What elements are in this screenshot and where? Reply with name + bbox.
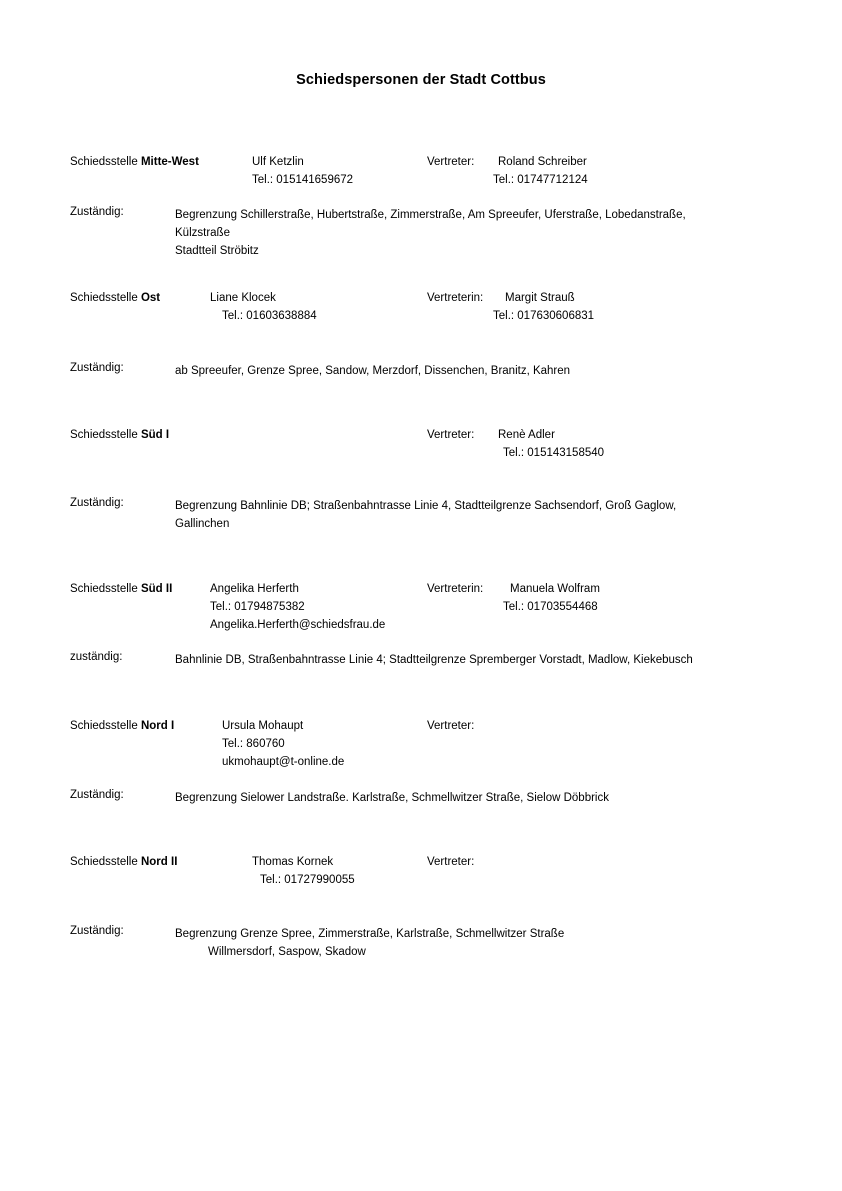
office-header-row bbox=[70, 720, 810, 738]
office-header-row bbox=[70, 292, 810, 310]
office-name: Mitte-West bbox=[140, 156, 199, 168]
rep-label: Vertreter: bbox=[427, 720, 475, 732]
person-name: Angelika Herferth bbox=[210, 583, 299, 595]
section-mitte-west bbox=[70, 156, 810, 192]
zustaendig-label: Zuständig: bbox=[70, 497, 124, 509]
phone-row bbox=[70, 738, 810, 756]
office-header-row bbox=[70, 156, 810, 174]
zustaendig-line-3: Stadtteil Ströbitz bbox=[175, 245, 259, 257]
zustaendig-text bbox=[175, 206, 815, 260]
zustaendig-line-1: Begrenzung Bahnlinie DB; Straßenbahntrasse Linie 4, Stadtteilgrenze Sachsendorf, Groß Gaglow, bbox=[175, 500, 677, 512]
zustaendig-line-1: Begrenzung Sielower Landstraße. Karlstraße, Schmellwitzer Straße, Sielow Döbbrick bbox=[175, 792, 609, 804]
person-phone: Tel.: 01603638884 bbox=[222, 310, 317, 322]
section-nord-2 bbox=[70, 856, 810, 892]
page-title: Schiedspersonen der Stadt Cottbus bbox=[296, 72, 546, 88]
section-sued-2 bbox=[70, 583, 810, 637]
phone-row bbox=[70, 310, 810, 328]
person-email[interactable]: Angelika.Herferth@schiedsfrau.de bbox=[210, 619, 386, 631]
section-sued-1 bbox=[70, 429, 810, 465]
person-name: Ursula Mohaupt bbox=[222, 720, 304, 732]
office-label: Schiedsstelle Ost bbox=[70, 292, 161, 304]
section-nord-1 bbox=[70, 720, 810, 774]
person-phone: Tel.: 01794875382 bbox=[210, 601, 305, 613]
zustaendig-text bbox=[175, 925, 815, 961]
email-row bbox=[70, 756, 810, 774]
rep-name: Renè Adler bbox=[498, 429, 555, 441]
zustaendig-label: zuständig: bbox=[70, 651, 123, 663]
rep-name: Margit Strauß bbox=[505, 292, 575, 304]
rep-label: Vertreterin: bbox=[427, 292, 484, 304]
zustaendig-text bbox=[175, 497, 815, 533]
phone-row bbox=[70, 874, 810, 892]
rep-label: Vertreterin: bbox=[427, 583, 484, 595]
zustaendig-label: Zuständig: bbox=[70, 925, 124, 937]
person-phone: Tel.: 01727990055 bbox=[260, 874, 355, 886]
zustaendig-line-2: Gallinchen bbox=[175, 518, 230, 530]
office-header-row bbox=[70, 429, 810, 447]
person-phone: Tel.: 015141659672 bbox=[252, 174, 354, 186]
office-header-row bbox=[70, 856, 810, 874]
office-label: Schiedsstelle Mitte-West bbox=[70, 156, 199, 168]
person-email[interactable]: ukmohaupt@t-online.de bbox=[222, 756, 345, 768]
rep-phone: Tel.: 01747712124 bbox=[493, 174, 588, 186]
office-label: Schiedsstelle Süd I bbox=[70, 429, 170, 441]
phone-row bbox=[70, 447, 810, 465]
rep-name: Roland Schreiber bbox=[498, 156, 587, 168]
office-header-row bbox=[70, 583, 810, 601]
office-name: Nord II bbox=[140, 856, 178, 868]
office-label: Schiedsstelle Nord I bbox=[70, 720, 175, 732]
zustaendig-line-2: Külzstraße bbox=[175, 227, 230, 239]
email-row bbox=[70, 619, 810, 637]
person-name: Liane Klocek bbox=[210, 292, 276, 304]
rep-label: Vertreter: bbox=[427, 856, 475, 868]
rep-name: Manuela Wolfram bbox=[510, 583, 600, 595]
zustaendig-line-1: ab Spreeufer, Grenze Spree, Sandow, Merzdorf, Dissenchen, Branitz, Kahren bbox=[175, 365, 571, 377]
person-name: Thomas Kornek bbox=[252, 856, 334, 868]
zustaendig-line-1: Begrenzung Grenze Spree, Zimmerstraße, Karlstraße, Schmellwitzer Straße bbox=[175, 928, 565, 940]
office-name: Nord I bbox=[140, 720, 175, 732]
rep-phone: Tel.: 015143158540 bbox=[503, 447, 605, 459]
zustaendig-label: Zuständig: bbox=[70, 789, 124, 801]
zustaendig-text bbox=[175, 789, 815, 807]
zustaendig-line-1: Begrenzung Schillerstraße, Hubertstraße, Zimmerstraße, Am Spreeufer, Uferstraße, Lobedanstraße, bbox=[175, 209, 686, 221]
office-name: Ost bbox=[140, 292, 161, 304]
zustaendig-text bbox=[175, 651, 815, 669]
office-name: Süd II bbox=[140, 583, 173, 595]
zustaendig-text bbox=[175, 362, 815, 380]
section-ost bbox=[70, 292, 810, 328]
zustaendig-label: Zuständig: bbox=[70, 362, 124, 374]
rep-phone: Tel.: 01703554468 bbox=[503, 601, 598, 613]
office-label: Schiedsstelle Nord II bbox=[70, 856, 178, 868]
zustaendig-line-1: Bahnlinie DB, Straßenbahntrasse Linie 4; Stadtteilgrenze Spremberger Vorstadt, Madlow, Kiekebusch bbox=[175, 654, 693, 666]
zustaendig-label: Zuständig: bbox=[70, 206, 124, 218]
person-phone: Tel.: 860760 bbox=[222, 738, 285, 750]
rep-phone: Tel.: 017630606831 bbox=[493, 310, 595, 322]
phone-row bbox=[70, 174, 810, 192]
person-name: Ulf Ketzlin bbox=[252, 156, 304, 168]
office-name: Süd I bbox=[140, 429, 170, 441]
office-label: Schiedsstelle Süd II bbox=[70, 583, 173, 595]
zustaendig-line-2: Willmersdorf, Saspow, Skadow bbox=[208, 946, 366, 958]
rep-label: Vertreter: bbox=[427, 429, 475, 441]
phone-row bbox=[70, 601, 810, 619]
rep-label: Vertreter: bbox=[427, 156, 475, 168]
